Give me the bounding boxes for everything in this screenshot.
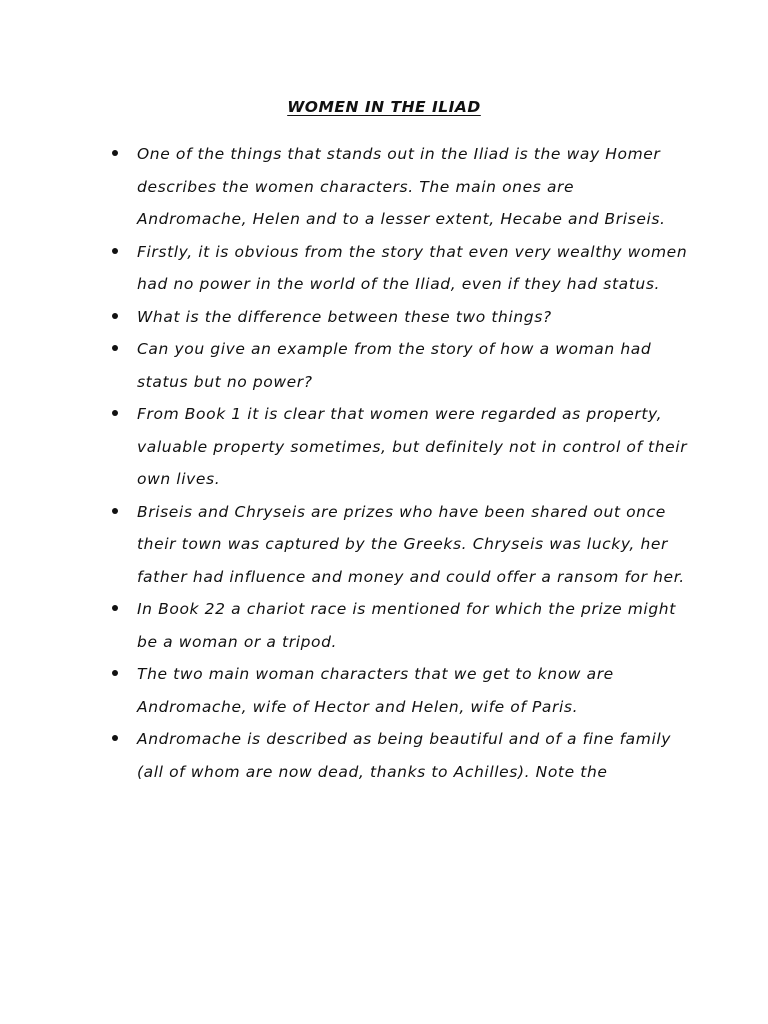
bullet-item <box>0 333 768 398</box>
bullet-item <box>0 658 768 723</box>
bullet-text: Andromache is described as being beautiful and of a fine family (all of whom are now dead, thanks to Achilles). Note the <box>137 730 672 781</box>
bullet-text: Firstly, it is obvious from the story that even very wealthy women had no power in the world of the Iliad, even if they had status. <box>137 242 688 293</box>
bullet-dot-icon <box>112 345 118 351</box>
bullet-text: One of the things that stands out in the Iliad is the way Homer describes the women characters. The main ones are Andromache, Helen and to a lesser extent, Hecabe and Briseis. <box>137 145 666 228</box>
bullet-item <box>0 301 768 334</box>
bullet-dot-icon <box>112 670 118 676</box>
bullet-item <box>0 398 768 496</box>
bullet-item <box>0 138 768 236</box>
bullet-dot-icon <box>112 248 118 254</box>
bullet-text: Briseis and Chryseis are prizes who have been shared out once their town was captured by the Greeks. Chryseis was lucky, her father had influence and money and could offer a ransom for her. <box>137 502 685 586</box>
bullet-dot-icon <box>112 150 118 156</box>
bullet-text: Can you give an example from the story of how a woman had status but no power? <box>137 340 652 391</box>
bullet-text: The two main woman characters that we get to know are Andromache, wife of Hector and Helen, wife of Paris. <box>137 665 614 716</box>
bullet-dot-icon <box>112 605 118 611</box>
bullet-dot-icon <box>112 508 118 514</box>
bullet-dot-icon <box>112 410 118 416</box>
bullet-dot-icon <box>112 735 118 741</box>
bullet-text: What is the difference between these two things? <box>137 307 552 326</box>
bullet-dot-icon <box>112 313 118 319</box>
bullet-item <box>0 593 768 658</box>
bullet-item <box>0 236 768 301</box>
document-title: WOMEN IN THE ILIAD <box>287 98 481 116</box>
bullet-list <box>0 138 768 788</box>
bullet-item <box>0 496 768 594</box>
bullet-item <box>0 723 768 788</box>
bullet-text: In Book 22 a chariot race is mentioned for which the prize might be a woman or a tripod. <box>137 600 676 651</box>
bullet-text: From Book 1 it is clear that women were regarded as property, valuable property sometimes, but definitely not in control of their own lives. <box>137 405 688 488</box>
